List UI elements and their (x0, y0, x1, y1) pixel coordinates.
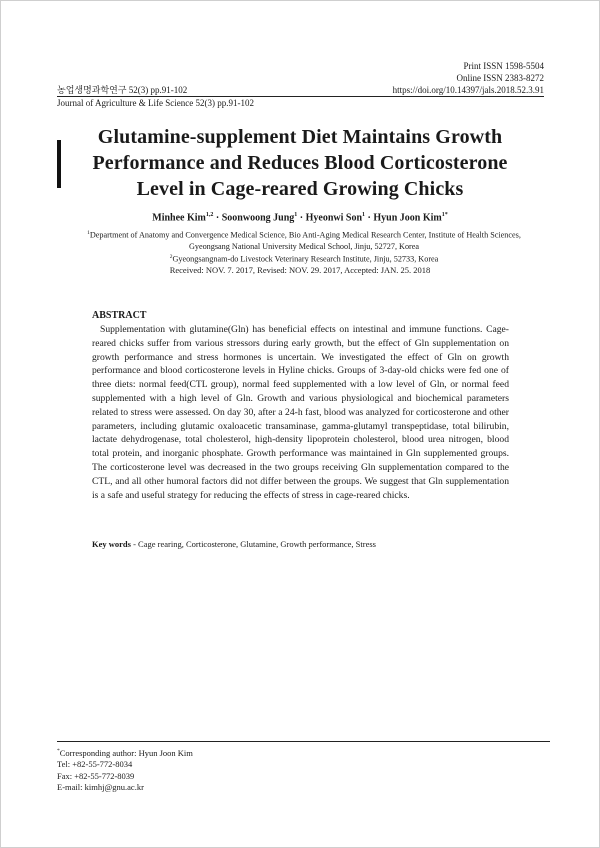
corresponding-footnote (57, 746, 193, 794)
affiliation-text: Department of Anatomy and Convergence Medical Science, Bio Anti-Aging Medical Research Center, Institute of Health Sciences, (89, 230, 521, 240)
author-separator: · (297, 212, 306, 224)
asterisk-mark: * (57, 748, 60, 754)
author-separator: · (213, 212, 222, 224)
affiliation-mark: 1 (87, 230, 90, 236)
affiliations (80, 228, 528, 264)
author-affil-mark: 1 (362, 212, 366, 218)
online-issn: Online ISSN 2383-8272 (456, 73, 544, 83)
keywords-text: - Cage rearing, Corticosterone, Glutamine, Growth performance, Stress (130, 539, 376, 549)
print-issn: Print ISSN 1598-5504 (463, 61, 544, 71)
author-name: Soonwoong Jung (221, 212, 295, 224)
affiliation-mark: 2 (169, 253, 173, 260)
article-title (70, 124, 530, 202)
abstract-heading: ABSTRACT (92, 310, 147, 321)
keywords (92, 539, 376, 550)
issn-block (457, 60, 545, 84)
author-list (60, 209, 540, 224)
author-separator: · (365, 212, 374, 224)
korean-citation: 농업생명과학연구 52(3) pp.91-102 (57, 85, 188, 95)
corresponding-text: Corresponding author: Hyun Joon Kim (59, 747, 193, 758)
affiliation-line (80, 252, 528, 265)
affiliation-line: Gyeongsang National University Medical School, Jinju, 52727, Korea (188, 241, 420, 251)
abstract-body: Supplementation with glutamine(Gln) has beneficial effects on intestinal and immune functions. Cage-reared chicks suffer from various stressors during early growth, but the effect of Gln supplementation on growth performance and stress hormones is uncertain. We investigated the effect of Gln on growth performance and blood corticosterone levels in Hyline chicks. Groups of 3-day-old chicks were fed one of three diets: normal feed(CTL group), normal feed supplemented with a low level of Gln, or normal feed supplemented with a high level of Gln. Growth and various physiological and biochemical parameters related to stress were assessed. On day 30, after a 24-h fast, blood was analyzed for corticosterone and other parameters, including glutamic oxaloacetic transaminase, gamma-glutamyl transpeptidase, total bilirubin, lactate dehydrogenase, total cholesterol, high-density lipoprotein cholesterol, blood urea nitrogen, blood total protein, and inorganic phosphate. Growth performance was maintained in Gln supplemented groups. The corticosterone level was decreased in the two groups receiving Gln supplementation compared to the CTL, and all other humoral factors did not differ between the groups. We suggest that Gln supplementation is a safe and useful strategy for reducing the effects of stress in cage-reared chicks. (92, 324, 509, 501)
title-line: Performance and Reduces Blood Corticosterone (92, 152, 508, 174)
email[interactable]: E-mail: kimhj@gnu.ac.kr (57, 782, 144, 793)
title-line: Glutamine-supplement Diet Maintains Growth (97, 126, 503, 148)
fax: Fax: +82-55-772-8039 (57, 770, 135, 781)
submission-dates: Received: NOV. 7. 2017, Revised: NOV. 29. 2017, Accepted: JAN. 25. 2018 (169, 265, 431, 275)
affiliation-text: Gyeongsangnam-do Livestock Veterinary Research Institute, Jinju, 52733, Korea (172, 254, 439, 264)
side-marker-bar (57, 140, 61, 188)
english-citation: Journal of Agriculture & Life Science 52(3) pp.91-102 (57, 98, 254, 108)
author-name: Minhee Kim (152, 212, 206, 224)
author-affil-mark: 1* (441, 212, 448, 218)
title-line: Level in Cage-reared Growing Chicks (136, 178, 464, 200)
footnote-rule (57, 741, 550, 742)
affiliation-line (80, 228, 528, 241)
tel: Tel: +82-55-772-8034 (57, 759, 133, 770)
author-affil-mark: 1,2 (205, 212, 214, 218)
header-rule (57, 96, 544, 97)
keywords-label: Key words (92, 539, 131, 549)
author-name: Hyun Joon Kim (373, 212, 442, 224)
corresponding-author (57, 746, 193, 759)
doi-link[interactable]: https://doi.org/10.14397/jals.2018.52.3.91 (392, 85, 544, 95)
author-name: Hyeonwi Son (305, 212, 363, 224)
author-affil-mark: 1 (294, 212, 298, 218)
